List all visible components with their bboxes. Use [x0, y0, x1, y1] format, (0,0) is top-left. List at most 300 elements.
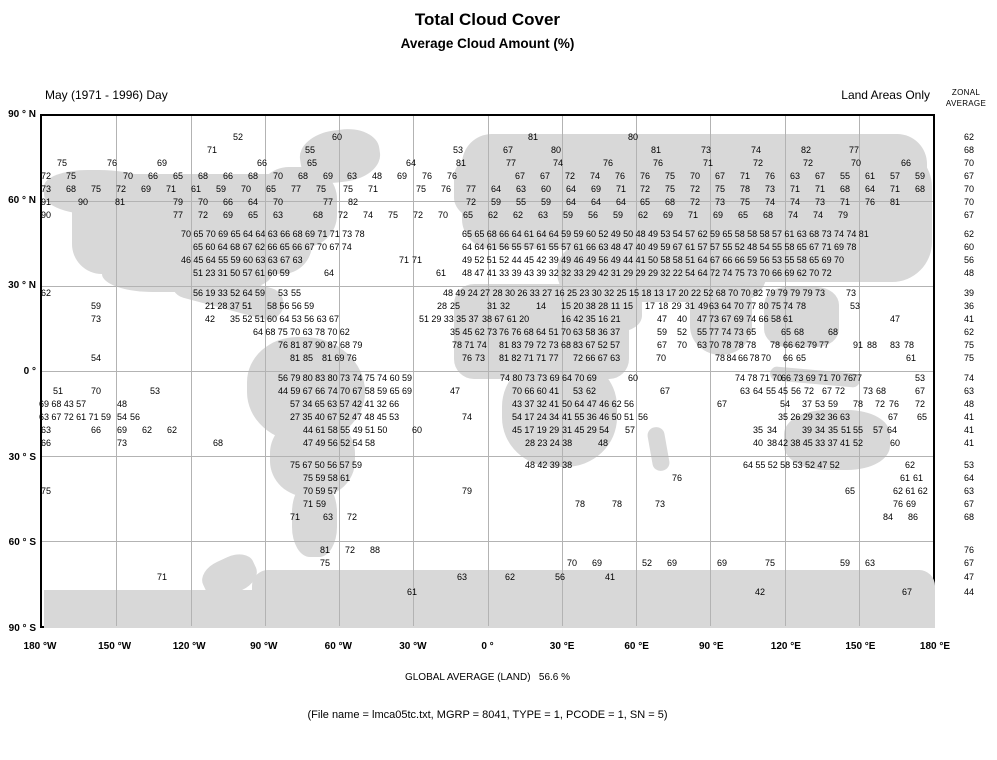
grid-value: 29 — [586, 425, 597, 435]
grid-value: 47 — [302, 438, 314, 448]
grid-value: 78 — [749, 353, 760, 363]
grid-value: 25 — [566, 288, 578, 298]
grid-value: 62 — [474, 327, 485, 337]
grid-value: 34 — [549, 412, 560, 422]
grid-value: 44 — [511, 255, 522, 265]
grid-value: 62 — [512, 210, 524, 220]
grid-value: 79 — [806, 340, 818, 350]
grid-value: 66 — [524, 386, 535, 396]
grid-value: 71 — [398, 255, 410, 265]
grid-value: 65 — [193, 229, 204, 239]
grid-value: 42 — [754, 587, 766, 597]
grid-value: 74 — [499, 373, 511, 383]
grid-value: 73 — [733, 327, 744, 337]
zonal-average-value: 75 — [963, 340, 974, 350]
grid-value: 67 — [597, 353, 608, 363]
grid-value: 29 — [647, 268, 659, 278]
grid-value: 63 — [322, 512, 334, 522]
grid-value: 53 — [660, 229, 671, 239]
grid-value: 59 — [215, 184, 227, 194]
grid-value: 68 — [914, 184, 926, 194]
grid-value: 72 — [914, 399, 926, 409]
grid-value: 71 — [789, 184, 801, 194]
grid-value: 64 — [205, 255, 216, 265]
grid-value: 52 — [232, 132, 244, 142]
zonal-average-value: 68 — [963, 145, 974, 155]
grid-value: 38 — [790, 438, 801, 448]
grid-value: 81 — [289, 353, 301, 363]
grid-value: 69 — [590, 184, 602, 194]
grid-value: 64 — [490, 184, 502, 194]
grid-value: 72 — [834, 386, 846, 396]
grid-value: 75 — [90, 184, 102, 194]
grid-value: 58 — [327, 473, 338, 483]
grid-value: 66 — [758, 314, 769, 324]
grid-value: 59 — [315, 486, 326, 496]
zonal-average-value: 68 — [963, 512, 974, 522]
grid-value: 66 — [222, 197, 234, 207]
longitude-tick-label: 60 °W — [324, 641, 352, 652]
grid-value: 74 — [833, 229, 845, 239]
grid-value: 71 — [165, 184, 177, 194]
grid-value: 61 — [190, 184, 202, 194]
grid-value: 65 — [314, 399, 325, 409]
grid-value: 61 — [536, 242, 547, 252]
longitude-tick-label: 30 °E — [549, 641, 575, 652]
grid-value: 54 — [116, 412, 128, 422]
grid-value: 66 — [585, 353, 596, 363]
grid-value: 72 — [689, 197, 701, 207]
grid-value: 57 — [327, 486, 338, 496]
grid-value: 57 — [523, 242, 535, 252]
grid-value: 78 — [746, 340, 757, 350]
grid-value: 66 — [734, 255, 745, 265]
grid-value: 60 — [585, 229, 597, 239]
grid-value: 63 — [40, 425, 52, 435]
grid-value: 71 — [367, 184, 379, 194]
grid-value: 62 — [166, 425, 178, 435]
grid-value: 64 — [565, 197, 577, 207]
grid-value: 74 — [750, 145, 762, 155]
grid-value: 75 — [319, 558, 331, 568]
grid-value: 73 — [537, 373, 548, 383]
grid-value: 59 — [490, 197, 502, 207]
grid-value: 56 — [327, 460, 338, 470]
grid-value: 59 — [279, 268, 290, 278]
grid-value: 53 — [771, 255, 783, 265]
grid-value: 15 — [622, 301, 634, 311]
latitude-tick-label: 90 ° S — [8, 623, 36, 634]
grid-value: 64 — [752, 386, 764, 396]
grid-value: 81 — [650, 145, 662, 155]
grid-value: 68 — [247, 171, 259, 181]
grid-value: 66 — [267, 242, 278, 252]
grid-value: 37 — [610, 327, 621, 337]
grid-value: 26 — [790, 412, 801, 422]
grid-value: 65 — [279, 242, 290, 252]
grid-value: 73 — [821, 229, 832, 239]
grid-value: 61 — [76, 412, 87, 422]
grid-value: 73 — [814, 197, 826, 207]
zonal-average-value: 70 — [963, 197, 974, 207]
grid-value: 70 — [833, 255, 845, 265]
grid-value: 63 — [302, 327, 313, 337]
grid-value: 32 — [536, 399, 547, 409]
grid-value: 68 — [292, 229, 303, 239]
grid-value: 62 — [487, 210, 499, 220]
grid-value: 69 — [833, 242, 845, 252]
grid-value: 53 — [277, 288, 289, 298]
grid-value: 70 — [689, 171, 701, 181]
grid-value: 73 — [654, 499, 666, 509]
grid-value: 50 — [647, 255, 659, 265]
zonal-average-value: 75 — [963, 353, 974, 363]
grid-value: 81 — [889, 197, 901, 207]
grid-value: 60 — [627, 373, 639, 383]
grid-value: 76 — [671, 473, 683, 483]
grid-value: 71 — [411, 255, 423, 265]
grid-value: 74 — [734, 373, 746, 383]
grid-value: 61 — [782, 314, 794, 324]
grid-value: 72 — [802, 158, 814, 168]
zonal-average-header — [936, 87, 996, 109]
grid-value: 37 — [468, 314, 479, 324]
grid-value: 81 — [114, 197, 126, 207]
grid-value: 75 — [770, 301, 782, 311]
grid-value: 78 — [795, 301, 807, 311]
longitude-tick-label: 180 °W — [23, 641, 57, 652]
grid-value: 82 — [347, 197, 359, 207]
grid-value: 72 — [465, 197, 477, 207]
grid-value: 65 — [230, 229, 241, 239]
grid-value: 21 — [610, 314, 621, 324]
gridline-horizontal — [42, 456, 933, 457]
grid-value: 55 — [852, 425, 864, 435]
grid-value: 58 — [327, 425, 338, 435]
grid-value: 16 — [554, 288, 565, 298]
grid-value: 34 — [302, 399, 313, 409]
grid-value: 74 — [722, 268, 733, 278]
zonal-average-value: 62 — [963, 229, 974, 239]
grid-value: 53 — [389, 412, 400, 422]
grid-value: 53 — [452, 145, 464, 155]
grid-value: 55 — [515, 197, 527, 207]
grid-value: 58 — [672, 255, 683, 265]
grid-value: 64 — [242, 229, 254, 239]
grid-value: 70 — [327, 327, 338, 337]
grid-value: 17 — [644, 301, 656, 311]
grid-value: 73 — [90, 314, 102, 324]
grid-value: 57 — [624, 425, 636, 435]
file-info: (File name = lmca05tc.txt, MGRP = 8041, TYPE = 1, PCODE = 1, SN = 5) — [307, 709, 668, 721]
grid-value: 36 — [586, 412, 597, 422]
grid-value: 73 — [524, 373, 535, 383]
grid-value: 76 — [602, 158, 614, 168]
grid-value: 45 — [777, 386, 789, 396]
grid-value: 71 — [814, 184, 826, 194]
grid-value: 59 — [656, 327, 668, 337]
grid-value: 40 — [676, 314, 688, 324]
grid-value: 72 — [40, 171, 52, 181]
grid-value: 66 — [900, 158, 912, 168]
grid-value: 63 — [316, 314, 327, 324]
longitude-tick-label: 90 °E — [698, 641, 724, 652]
grid-value: 61 — [864, 171, 876, 181]
grid-value: 60 — [242, 255, 254, 265]
grid-value: 86 — [907, 512, 919, 522]
grid-value: 64 — [461, 242, 473, 252]
grid-value: 71 — [317, 229, 328, 239]
grid-value: 57 — [339, 460, 350, 470]
grid-value: 56 — [587, 210, 599, 220]
grid-value: 41 — [604, 572, 616, 582]
grid-value: 62 — [904, 460, 916, 470]
grid-value: 64 — [536, 229, 547, 239]
grid-value: 55 — [340, 425, 351, 435]
grid-value: 73 — [845, 288, 857, 298]
grid-value: 78 — [903, 340, 915, 350]
grid-value: 69 — [662, 210, 674, 220]
grid-value: 70 — [733, 301, 744, 311]
grid-value: 69 — [549, 373, 560, 383]
grid-value: 52 — [703, 288, 714, 298]
grid-value: 39 — [548, 255, 559, 265]
grid-value: 66 — [222, 171, 234, 181]
map-plot-area — [40, 114, 935, 628]
gridline-horizontal — [42, 286, 933, 287]
grid-value: 52 — [804, 460, 816, 470]
grid-value: 52 — [230, 288, 241, 298]
grid-value: 18 — [658, 301, 669, 311]
grid-value: 45 — [523, 255, 535, 265]
grid-value: 77 — [290, 184, 302, 194]
grid-value: 73 — [487, 327, 498, 337]
grid-value: 75 — [40, 486, 52, 496]
grid-value: 72 — [337, 210, 349, 220]
grid-value: 68 — [827, 327, 839, 337]
grid-value: 78 — [769, 340, 781, 350]
grid-value: 51 — [840, 425, 852, 435]
grid-value: 49 — [610, 255, 621, 265]
grid-value: 33 — [529, 288, 540, 298]
grid-value: 35 — [752, 425, 764, 435]
zonal-average-value: 67 — [963, 558, 974, 568]
grid-value: 72 — [709, 268, 721, 278]
grid-value: 49 — [455, 288, 466, 298]
grid-value: 67 — [302, 386, 313, 396]
grid-value: 64 — [242, 288, 253, 298]
grid-value: 76 — [440, 184, 452, 194]
grid-value: 83 — [889, 340, 901, 350]
grid-value: 62 — [796, 268, 807, 278]
grid-value: 46 — [180, 255, 192, 265]
grid-value: 71 — [818, 373, 829, 383]
grid-value: 75 — [387, 210, 399, 220]
grid-value: 58 — [734, 229, 745, 239]
grid-value: 78 — [314, 327, 326, 337]
grid-value: 38 — [766, 438, 778, 448]
grid-value: 58 — [759, 229, 770, 239]
grid-value: 75 — [302, 473, 314, 483]
grid-value: 53 — [792, 460, 803, 470]
grid-value: 66 — [315, 386, 326, 396]
grid-value: 79 — [290, 373, 301, 383]
grid-value: 67 — [709, 255, 721, 265]
grid-value: 67 — [656, 340, 668, 350]
grid-value: 41 — [549, 386, 560, 396]
grid-value: 66 — [389, 399, 400, 409]
grid-value: 32 — [499, 301, 511, 311]
zonal-average-value: 41 — [963, 425, 974, 435]
grid-value: 34 — [814, 425, 826, 435]
grid-value: 29 — [671, 301, 682, 311]
grid-value: 63 — [864, 558, 876, 568]
longitude-tick-label: 120 °E — [770, 641, 801, 652]
grid-value: 57 — [685, 229, 696, 239]
grid-value: 53 — [814, 399, 826, 409]
grid-value: 66 — [280, 229, 291, 239]
grid-value: 70 — [197, 197, 209, 207]
grid-value: 42 — [537, 460, 548, 470]
grid-value: 68 — [664, 197, 676, 207]
grid-value: 68 — [486, 229, 497, 239]
grid-value: 58 — [364, 386, 375, 396]
grid-value: 56 — [291, 301, 302, 311]
grid-value: 77 — [848, 145, 860, 155]
grid-value: 42 — [777, 438, 789, 448]
grid-value: 67 — [672, 242, 683, 252]
grid-value: 61 — [254, 268, 266, 278]
grid-value: 73 — [40, 184, 52, 194]
grid-value: 66 — [292, 242, 303, 252]
grid-value: 59 — [573, 229, 584, 239]
grid-value: 50 — [561, 399, 573, 409]
grid-value: 54 — [672, 229, 683, 239]
grid-value: 56 — [277, 373, 289, 383]
grid-value: 28 — [598, 301, 609, 311]
grid-value: 54 — [352, 438, 363, 448]
grid-value: 71 — [759, 373, 770, 383]
grid-value: 70 — [511, 386, 523, 396]
grid-value: 72 — [412, 210, 424, 220]
grid-value: 67 — [814, 171, 826, 181]
grid-value: 51 — [623, 412, 635, 422]
grid-value: 76 — [888, 399, 900, 409]
grid-value: 45 — [376, 412, 387, 422]
grid-value: 41 — [549, 399, 560, 409]
grid-value: 62 — [141, 425, 153, 435]
grid-value: 44 — [277, 386, 289, 396]
grid-value: 70 — [339, 386, 351, 396]
grid-value: 55 — [839, 171, 851, 181]
grid-value: 60 — [331, 132, 343, 142]
grid-value: 75 — [289, 460, 301, 470]
grid-value: 70 — [437, 210, 449, 220]
grid-value: 78 — [714, 353, 726, 363]
zonal-average-value: 67 — [963, 499, 974, 509]
grid-value: 67 — [328, 314, 340, 324]
grid-value: 47 — [351, 412, 363, 422]
grid-value: 73 — [548, 340, 559, 350]
grid-value: 29 — [635, 268, 646, 278]
grid-value: 70 — [316, 242, 328, 252]
grid-value: 68 — [197, 171, 209, 181]
latitude-tick-label: 60 ° N — [8, 194, 36, 206]
longitude-tick-label: 180 °E — [919, 641, 951, 652]
grid-value: 67 — [352, 386, 363, 396]
grid-value: 22 — [690, 288, 702, 298]
grid-value: 29 — [623, 268, 634, 278]
grid-value: 69 — [38, 399, 50, 409]
grid-value: 69 — [805, 373, 816, 383]
grid-value: 65 — [809, 255, 820, 265]
grid-value: 35 — [456, 314, 467, 324]
zonal-average-value: 62 — [963, 327, 974, 337]
grid-value: 81 — [498, 340, 510, 350]
grid-value: 72 — [536, 340, 547, 350]
grid-value: 55 — [304, 145, 316, 155]
grid-value: 41 — [364, 399, 375, 409]
zonal-average-value: 70 — [963, 184, 974, 194]
grid-value: 90 — [77, 197, 89, 207]
grid-value: 29 — [585, 268, 597, 278]
grid-value: 83 — [315, 373, 326, 383]
coverage-label: Land Areas Only — [841, 88, 930, 102]
grid-value: 47 — [474, 268, 485, 278]
global-average-label: GLOBAL AVERAGE (LAND) — [404, 672, 531, 683]
grid-value: 70 — [180, 229, 192, 239]
grid-value: 59 — [377, 386, 388, 396]
grid-value: 75 — [664, 171, 676, 181]
grid-value: 58 — [266, 301, 278, 311]
grid-value: 81 — [321, 353, 333, 363]
grid-value: 79 — [352, 340, 363, 350]
grid-value: 67 — [514, 171, 526, 181]
grid-value: 77 — [818, 340, 830, 350]
grid-value: 64 — [474, 242, 485, 252]
grid-value: 82 — [800, 145, 812, 155]
grid-value: 58 — [660, 255, 671, 265]
grid-value: 50 — [314, 460, 325, 470]
grid-value: 56 — [129, 412, 141, 422]
grid-value: 72 — [344, 545, 356, 555]
grid-value: 62 — [794, 340, 806, 350]
grid-value: 45 — [193, 255, 204, 265]
grid-value: 69 — [222, 210, 234, 220]
grid-value: 67 — [327, 412, 338, 422]
grid-value: 55 — [784, 255, 795, 265]
grid-value: 70 — [760, 353, 772, 363]
zonal-average-value: 41 — [963, 314, 974, 324]
grid-value: 67 — [821, 386, 833, 396]
grid-value: 43 — [63, 399, 74, 409]
grid-value: 70 — [740, 288, 751, 298]
grid-value: 56 — [759, 255, 770, 265]
zonal-average-value: 56 — [963, 255, 974, 265]
grid-value: 59 — [709, 229, 721, 239]
grid-value: 71 — [88, 412, 99, 422]
grid-value: 65 — [462, 210, 474, 220]
grid-value: 77 — [505, 158, 517, 168]
grid-value: 66 — [256, 158, 268, 168]
grid-value: 40 — [314, 412, 325, 422]
grid-value: 74 — [341, 242, 352, 252]
grid-value: 31 — [561, 425, 573, 435]
grid-value: 52 — [242, 314, 253, 324]
grid-value: 68 — [297, 171, 309, 181]
grid-value: 32 — [548, 268, 559, 278]
grid-value: 71 — [523, 353, 534, 363]
